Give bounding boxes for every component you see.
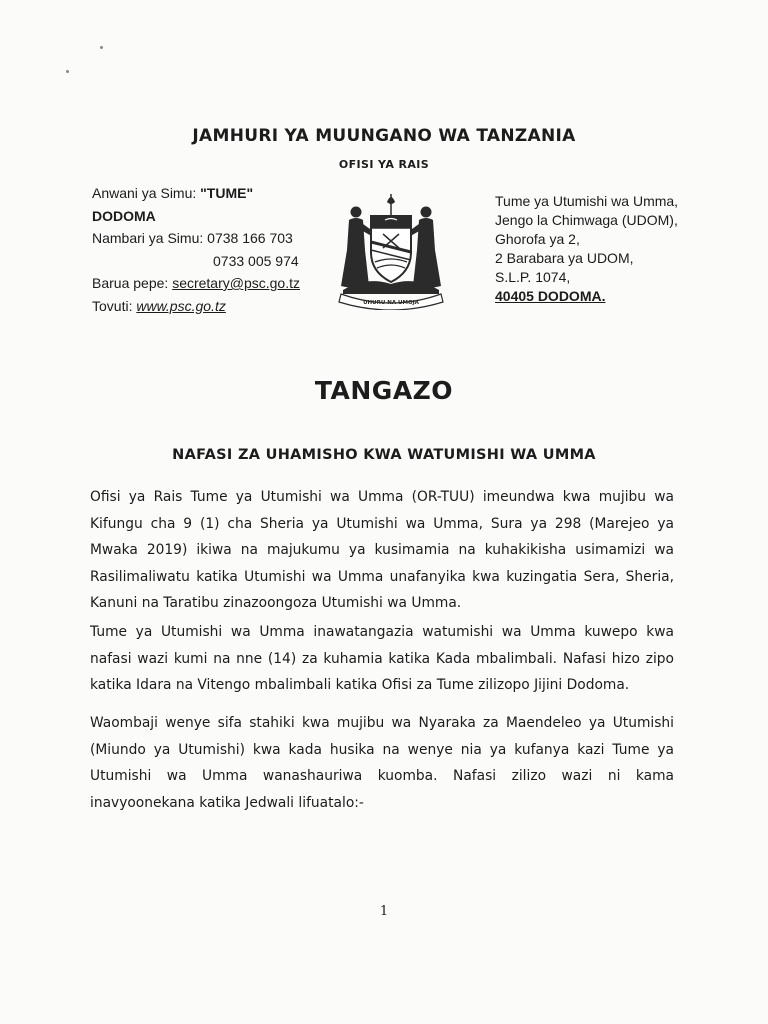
page-number: 1 <box>379 904 389 919</box>
telegraph-label: Anwani ya Simu: <box>92 185 197 201</box>
phone-number-1: 0738 166 703 <box>207 230 293 246</box>
body-paragraph-2: Tume ya Utumishi wa Umma inawatangazia watumishi wa Umma kuwepo kwa nafasi wazi kumi na nne (14) za kuhamia katika Kada mbalimbali. Nafasi hizo zipo katika Idara na Vitengo mbalimbali katika Ofisi za Tume zilizopo Jijini Dodoma. <box>90 624 674 693</box>
address-line-2: Jengo la Chimwaga (UDOM), <box>495 212 678 228</box>
contact-left-block <box>92 182 300 317</box>
address-line-6: 40405 DODOMA. <box>495 288 606 304</box>
body-paragraph-3: Waombaji wenye sifa stahiki kwa mujibu wa Nyaraka za Maendeleo ya Utumishi (Miundo ya Utumishi) kwa kada husika na wenye nia ya kufanya kazi Tume ya Utumishi wa Umma wanashauriwa kuomba. Nafasi zilizo wazi ni kama inavyoonekana katika Jedwali lifuatalo:- <box>90 715 674 811</box>
address-line-4: 2 Barabara ya UDOM, <box>495 250 634 266</box>
telegraph-line <box>92 182 300 205</box>
telegraph-value: "TUME" <box>200 185 254 201</box>
contact-right-block <box>495 192 678 306</box>
phone-line <box>92 227 300 250</box>
coat-of-arms-icon <box>327 190 455 310</box>
document-title: JAMHURI YA MUUNGANO WA TANZANIA <box>192 126 576 146</box>
website-line <box>92 295 300 318</box>
phone-number-2: 0733 005 974 <box>213 252 299 269</box>
address-line-1: Tume ya Utumishi wa Umma, <box>495 193 679 209</box>
notice-heading: TANGAZO <box>314 376 454 405</box>
svg-text:UHURU NA UMOJA: UHURU NA UMOJA <box>363 300 419 306</box>
phone-label: Nambari ya Simu: <box>92 230 204 246</box>
address-line-3: Ghorofa ya 2, <box>495 231 580 247</box>
email-link[interactable]: secretary@psc.go.tz <box>172 275 300 291</box>
body-paragraph-1: Ofisi ya Rais Tume ya Utumishi wa Umma (OR-TUU) imeundwa kwa mujibu wa Kifungu cha 9 (1) cha Sheria ya Utumishi wa Umma, Sura ya 298 (Marejeo ya Mwaka 2019) ikiwa na majukumu ya kusimamia na kuhakikisha usimamizi wa Rasilimaliwatu katika Utumishi wa Umma unafanyika kwa kuzingatia Sera, Sheria, Kanuni na Taratibu zinazoongoza Utumishi wa Umma. <box>90 489 674 611</box>
website-link[interactable]: www.psc.go.tz <box>136 297 226 314</box>
document-subtitle: OFISI YA RAIS <box>338 158 430 171</box>
address-line-5: S.L.P. 1074, <box>495 269 571 285</box>
city-name: DODOMA <box>92 207 156 224</box>
notice-subheading: NAFASI ZA UHAMISHO KWA WATUMISHI WA UMMA <box>172 447 596 463</box>
website-label: Tovuti: <box>92 297 133 314</box>
email-label: Barua pepe: <box>92 275 169 291</box>
scan-speck <box>100 46 103 49</box>
scan-speck <box>66 70 69 73</box>
email-line <box>92 272 300 295</box>
